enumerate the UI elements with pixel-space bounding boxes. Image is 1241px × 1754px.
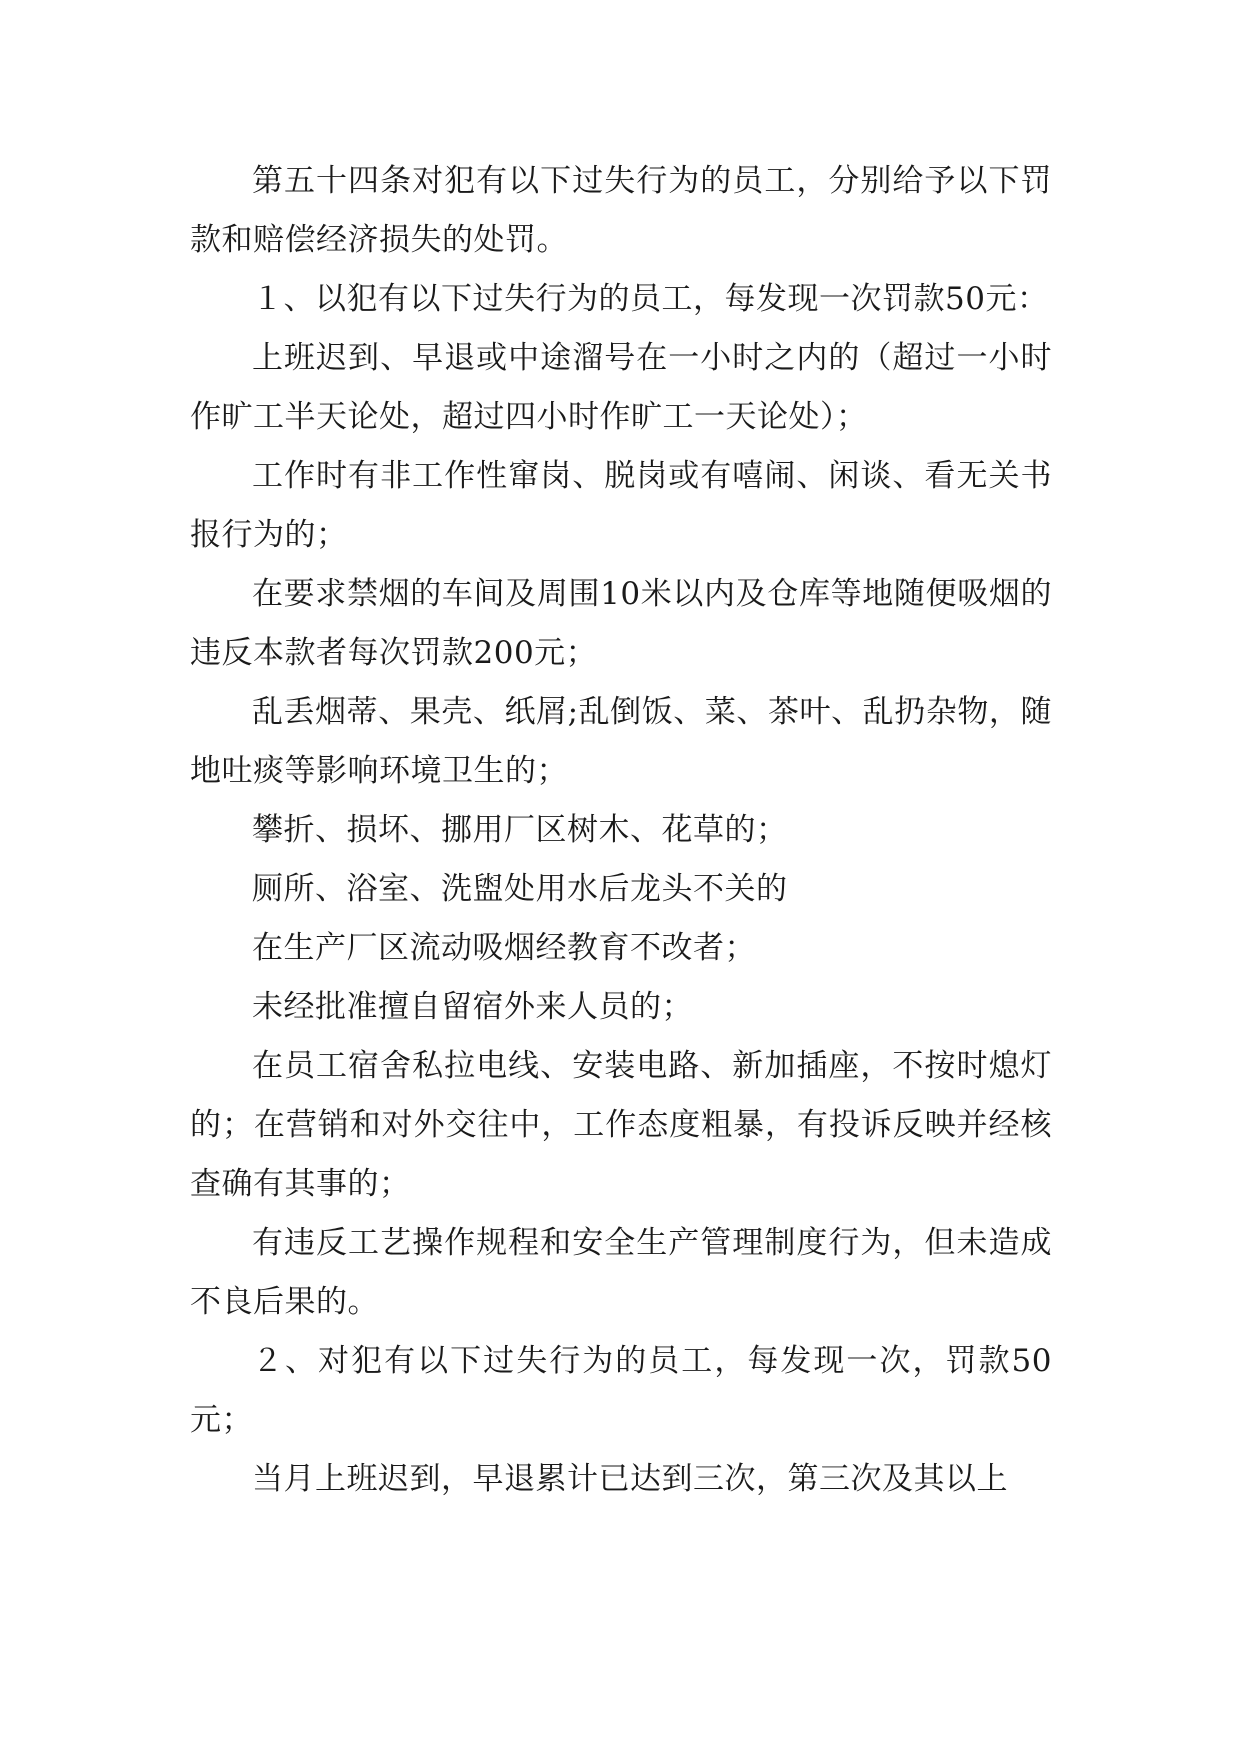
paragraph-guests: 未经批准擅自留宿外来人员的；: [252, 989, 693, 1025]
paragraph-plants: 攀折、损坏、挪用厂区树木、花草的；: [252, 812, 788, 848]
paragraph-monthly-late: 当月上班迟到，早退累计已达到三次，第三次及其以上: [252, 1461, 1008, 1497]
paragraph-dorm-wiring: 在员工宿舍私拉电线、安装电路、新加插座，不按时熄灯的；在营销和对外交往中，工作态度粗暴，有投诉反映并经核查确有其事的；: [190, 1048, 1052, 1202]
paragraph-item-1: １、以犯有以下过失行为的员工，每发现一次罚款50元：: [252, 281, 1049, 317]
paragraph-water-tap: 厕所、浴室、洗盥处用水后龙头不关的: [252, 871, 788, 907]
paragraph-article-54: 第五十四条对犯有以下过失行为的员工，分别给予以下罚款和赔偿经济损失的处罚。: [190, 163, 1052, 258]
paragraph-littering: 乱丢烟蒂、果壳、纸屑;乱倒饭、菜、茶叶、乱扔杂物，随地吐痰等影响环境卫生的；: [190, 694, 1052, 789]
paragraph-safety-rules: 有违反工艺操作规程和安全生产管理制度行为，但未造成不良后果的。: [190, 1225, 1052, 1320]
paragraph-smoking: 在要求禁烟的车间及周围10米以内及仓库等地随便吸烟的违反本款者每次罚款200元；: [190, 576, 1052, 671]
paragraph-late-early: 上班迟到、早退或中途溜号在一小时之内的（超过一小时作旷工半天论处，超过四小时作旷工一天论处）；: [190, 340, 1052, 435]
paragraph-off-post: 工作时有非工作性窜岗、脱岗或有嘻闹、闲谈、看无关书报行为的；: [190, 458, 1052, 553]
document-body: [190, 152, 1052, 1509]
paragraph-item-2: ２、对犯有以下过失行为的员工，每发现一次，罚款50元；: [190, 1343, 1052, 1438]
paragraph-walking-smoking: 在生产厂区流动吸烟经教育不改者；: [252, 930, 756, 966]
